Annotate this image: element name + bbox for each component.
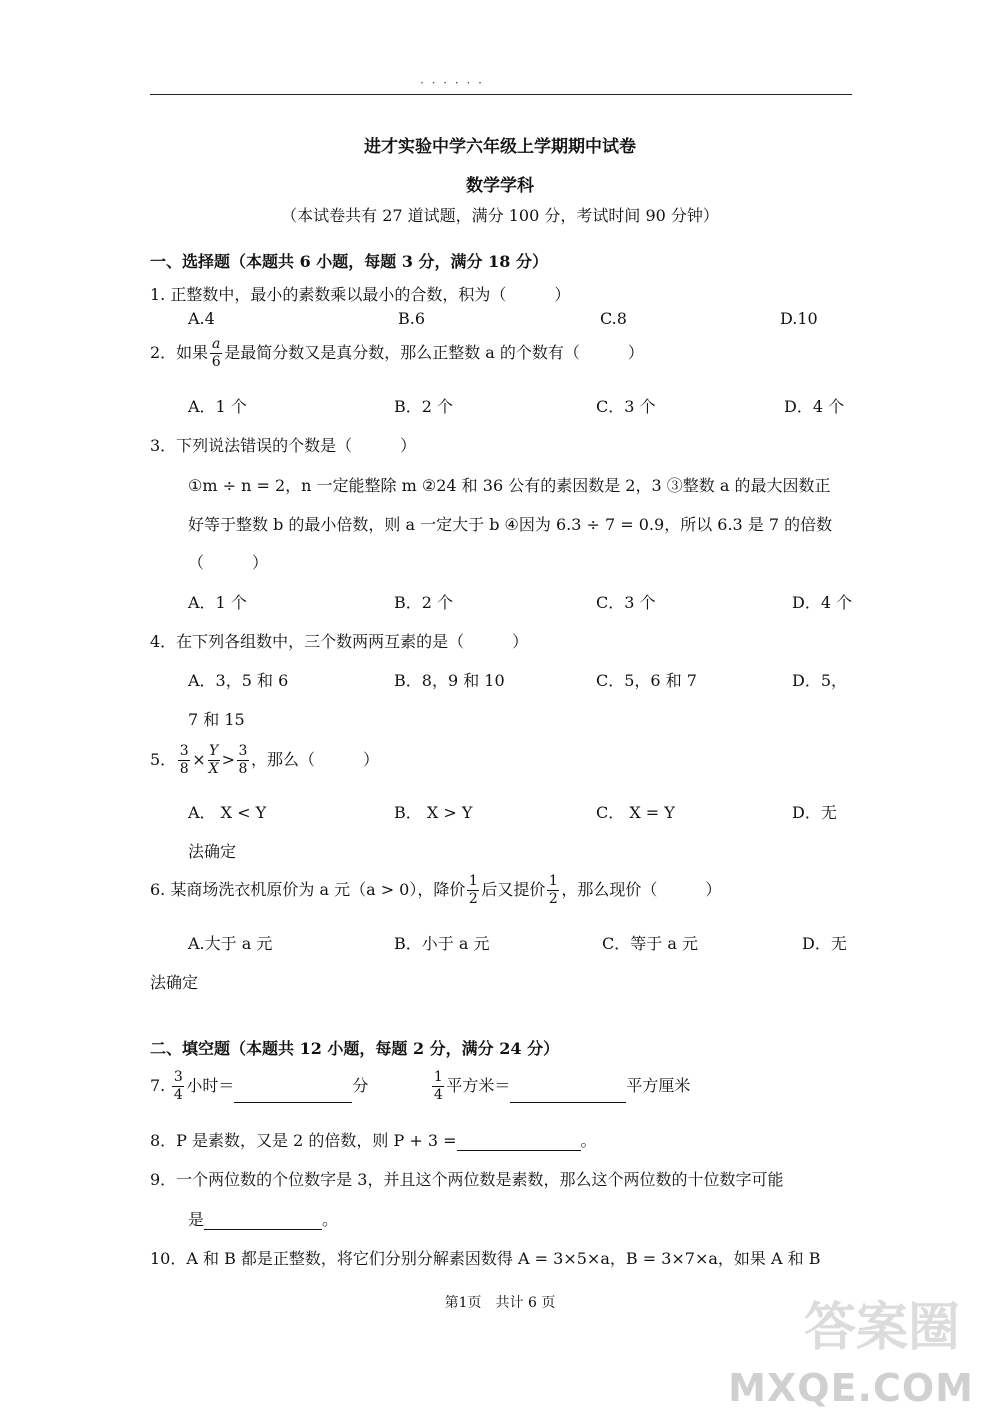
q10-line1: 10．A 和 B 都是正整数，将它们分别分解素因数得 A = 3×5×a，B = 3×7×a，如果 A 和 B	[150, 1249, 821, 1268]
q2-frac-num: a	[212, 336, 221, 352]
q4-option-d: D．5，	[792, 671, 848, 690]
q9-line2	[188, 1207, 338, 1230]
q1-stem: 1. 正整数中，最小的素数乘以最小的合数，积为（ ）	[150, 285, 571, 304]
q2-frac-den: 6	[211, 354, 221, 370]
q7-f2-den: 4	[433, 1087, 443, 1103]
q7-f2-num: 1	[433, 1069, 443, 1085]
q5-post: ，那么（ ）	[251, 750, 380, 769]
q2-option-b: B．2 个	[394, 397, 454, 416]
q8-pre: 8．P 是素数，又是 2 的倍数，则 P + 3 =	[150, 1131, 457, 1150]
watermark-cn: 答案圈	[803, 1298, 960, 1358]
q5-f2-num: Y	[208, 743, 219, 759]
q5-f1-den: 8	[179, 761, 189, 777]
q5-fraction-1	[178, 744, 190, 777]
q7-fraction-2	[432, 1070, 444, 1103]
q5-option-b: B． X > Y	[394, 803, 473, 822]
q5-f1-num: 3	[179, 743, 189, 759]
q5-stem	[150, 744, 379, 777]
q2-post: 是最简分数又是真分数，那么正整数 a 的个数有（ ）	[224, 343, 644, 362]
q7-fraction-1	[172, 1070, 184, 1103]
q2-option-d: D．4 个	[784, 397, 845, 416]
q7-t4: 平方厘米	[626, 1076, 691, 1095]
q9-line1: 9．一个两位数的个位数字是 3，并且这个两位数是素数，那么这个两位数的十位数字可能	[150, 1170, 784, 1189]
q9-blank[interactable]	[204, 1213, 322, 1230]
q5-option-c: C． X = Y	[596, 803, 675, 822]
q6-f2-num: 1	[548, 873, 558, 889]
q6-f1-den: 2	[468, 891, 478, 907]
q1-option-c: C.8	[600, 309, 627, 328]
q5-option-a: A． X < Y	[188, 803, 267, 822]
q3-stem: 3．下列说法错误的个数是（ ）	[150, 436, 417, 455]
q2-option-c: C．3 个	[596, 397, 656, 416]
q5-f3-den: 8	[238, 761, 248, 777]
q7-t1: 小时＝	[186, 1076, 235, 1095]
q5-times: ×	[192, 750, 206, 769]
q5-fraction-2	[208, 744, 220, 777]
q5-option-d: D．无	[792, 803, 837, 822]
q2-stem	[150, 337, 644, 370]
q6-option-b: B．小于 a 元	[394, 934, 490, 953]
q4-stem: 4．在下列各组数中，三个数两两互素的是（ ）	[150, 632, 529, 651]
q3-line3: （ ）	[188, 553, 269, 572]
q6-option-c: C．等于 a 元	[602, 934, 698, 953]
page-footer: 第1页 共计 6 页	[444, 1295, 556, 1311]
q3-option-b: B．2 个	[394, 593, 454, 612]
section2-heading: 二、填空题（本题共 12 小题，每题 2 分，满分 24 分）	[150, 1039, 560, 1058]
q2-pre: 2．如果	[150, 343, 209, 362]
q6-option-d: D．无	[802, 934, 847, 953]
q6-option-d-cont: 法确定	[150, 973, 199, 992]
q6-f2-den: 2	[548, 891, 558, 907]
q6-option-a: A.大于 a 元	[188, 934, 273, 953]
section1-heading: 一、选择题（本题共 6 小题，每题 3 分，满分 18 分）	[150, 252, 548, 271]
q7-blank-2[interactable]	[510, 1086, 626, 1103]
q3-line2: 好等于整数 b 的最小倍数，则 a 一定大于 b ④因为 6.3 ÷ 7 = 0.9，所以 6.3 是 7 的倍数	[188, 515, 833, 534]
q8-stem	[150, 1128, 597, 1151]
q6-pre: 6. 某商场洗衣机原价为 a 元（a > 0），降价	[150, 880, 466, 899]
q9-line2-pre: 是	[188, 1210, 205, 1229]
q1-option-b: B.6	[398, 309, 426, 328]
header-rule	[150, 94, 852, 95]
watermark-url: MXQE.COM	[728, 1366, 974, 1410]
header-mark: · · · · · ·	[420, 76, 484, 90]
q6-post: ，那么现价（ ）	[561, 880, 722, 899]
exam-subject: 数学学科	[466, 176, 534, 196]
q5-pre: 5．	[150, 750, 177, 769]
q6-mid: 后又提价	[481, 880, 546, 899]
exam-note: （本试卷共有 27 道试题，满分 100 分，考试时间 90 分钟）	[281, 206, 719, 225]
q7-blank-1[interactable]	[234, 1086, 352, 1103]
q3-line1: ①m ÷ n = 2，n 一定能整除 m ②24 和 36 公有的素因数是 2，3 ③整数 a 的最大因数正	[188, 476, 831, 495]
q7-stem	[150, 1070, 690, 1103]
q4-option-b: B．8，9 和 10	[394, 671, 505, 690]
q4-option-c: C．5，6 和 7	[596, 671, 697, 690]
q5-f3-num: 3	[238, 743, 248, 759]
q7-f1-den: 4	[173, 1087, 183, 1103]
q7-t2: 分	[352, 1076, 369, 1095]
q2-option-a: A．1 个	[188, 397, 247, 416]
q1-option-d: D.10	[780, 309, 818, 328]
q6-stem	[150, 874, 721, 907]
q3-option-a: A．1 个	[188, 593, 247, 612]
q3-option-d: D．4 个	[792, 593, 853, 612]
q2-fraction	[210, 337, 222, 370]
q6-fraction-1	[467, 874, 479, 907]
q9-line2-post: 。	[322, 1210, 339, 1229]
q3-option-c: C．3 个	[596, 593, 656, 612]
q1-option-a: A.4	[188, 309, 215, 328]
q5-option-d-cont: 法确定	[188, 842, 237, 861]
exam-title: 进才实验中学六年级上学期期中试卷	[364, 137, 636, 157]
q7-f1-num: 3	[173, 1069, 183, 1085]
q8-blank[interactable]	[457, 1134, 581, 1151]
q6-f1-num: 1	[468, 873, 478, 889]
q5-gt: >	[221, 750, 235, 769]
q4-option-d-cont: 7 和 15	[188, 710, 245, 729]
q4-option-a: A．3，5 和 6	[188, 671, 289, 690]
q7-t3: 平方米＝	[446, 1076, 511, 1095]
q6-fraction-2	[547, 874, 559, 907]
q7-pre: 7.	[150, 1076, 166, 1095]
q5-fraction-3	[237, 744, 249, 777]
q5-f2-den: X	[208, 761, 219, 777]
q8-post: 。	[580, 1131, 597, 1150]
